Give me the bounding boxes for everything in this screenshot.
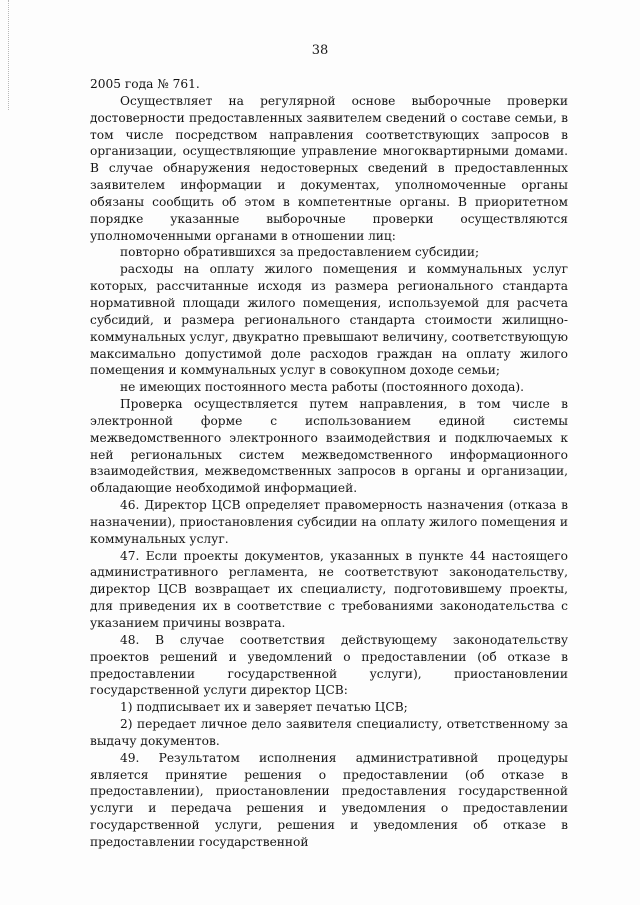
paragraph: повторно обратившихся за предоставлением субсидии; (120, 245, 480, 260)
page-number: 38 (311, 43, 329, 58)
paragraph: 46. Директор ЦСВ определяет правомерность назначения (отказа в назначении), приостановления субсидии на оплату жилого помещения и коммунальных услуг. (90, 498, 568, 546)
paragraph: 2005 года № 761. (90, 77, 200, 91)
paragraph: 49. Результатом исполнения административной процедуры является принятие решения о предоставлении (об отказе в предоставлении), приостановлении предоставления государственной услуги и передача решения и уведомления о предоставлении государственной услуги, решения и уведомления об отказе в предоставлении государственной (90, 750, 568, 849)
paragraph: 2) передает личное дело заявителя специалисту, ответственному за выдачу документов. (90, 717, 568, 748)
document-body (90, 76, 568, 851)
paragraph: не имеющих постоянного места работы (постоянного дохода). (120, 380, 524, 395)
paragraph: Осуществляет на регулярной основе выборочные проверки достоверности предоставленных заявителем сведений о составе семьи, в том числе посредством направления соответствующих запросов в организации, осуществляющие управление многоквартирными домами. В случае обнаружения недостоверных сведений в предоставленных заявителем информации и документах, уполномоченные органы обязаны сообщить об этом в компетентные органы. В приоритетном порядке указанные выборочные проверки осуществляются уполномоченными органами в отношении лиц: (90, 93, 568, 243)
paragraph: 48. В случае соответствия действующему законодательству проектов решений и уведомлений о предоставлении (об отказе в предоставлении государственной услуги), приостановлении государственной услуги директор ЦСВ: (90, 632, 568, 698)
paragraph: 47. Если проекты документов, указанных в пункте 44 настоящего административного регламента, не соответствуют законодательству, директор ЦСВ возвращает их специалисту, подготовившему проекты, для приведения их в соответствие с требованиями законодательства с указанием причины возврата. (90, 548, 568, 630)
paragraph: 1) подписывает их и заверяет печатью ЦСВ; (120, 700, 408, 715)
paragraph: расходы на оплату жилого помещения и коммунальных услуг которых, рассчитанные исходя из размера регионального стандарта нормативной площади жилого помещения, используемой для расчета субсидий, и размера регионального стандарта стоимости жилищно-коммунальных услуг, двукратно превышают величину, соответствующую максимально допустимой доле расходов граждан на оплату жилого помещения и коммунальных услуг в совокупном доходе семьи; (90, 262, 568, 378)
paragraph: Проверка осуществляется путем направления, в том числе в электронной форме с использованием единой системы межведомственного электронного взаимодействия и подключаемых к ней региональных систем межведомственного информационного взаимодействия, межведомственных запросов в органы и организации, обладающие необходимой информацией. (90, 397, 568, 496)
